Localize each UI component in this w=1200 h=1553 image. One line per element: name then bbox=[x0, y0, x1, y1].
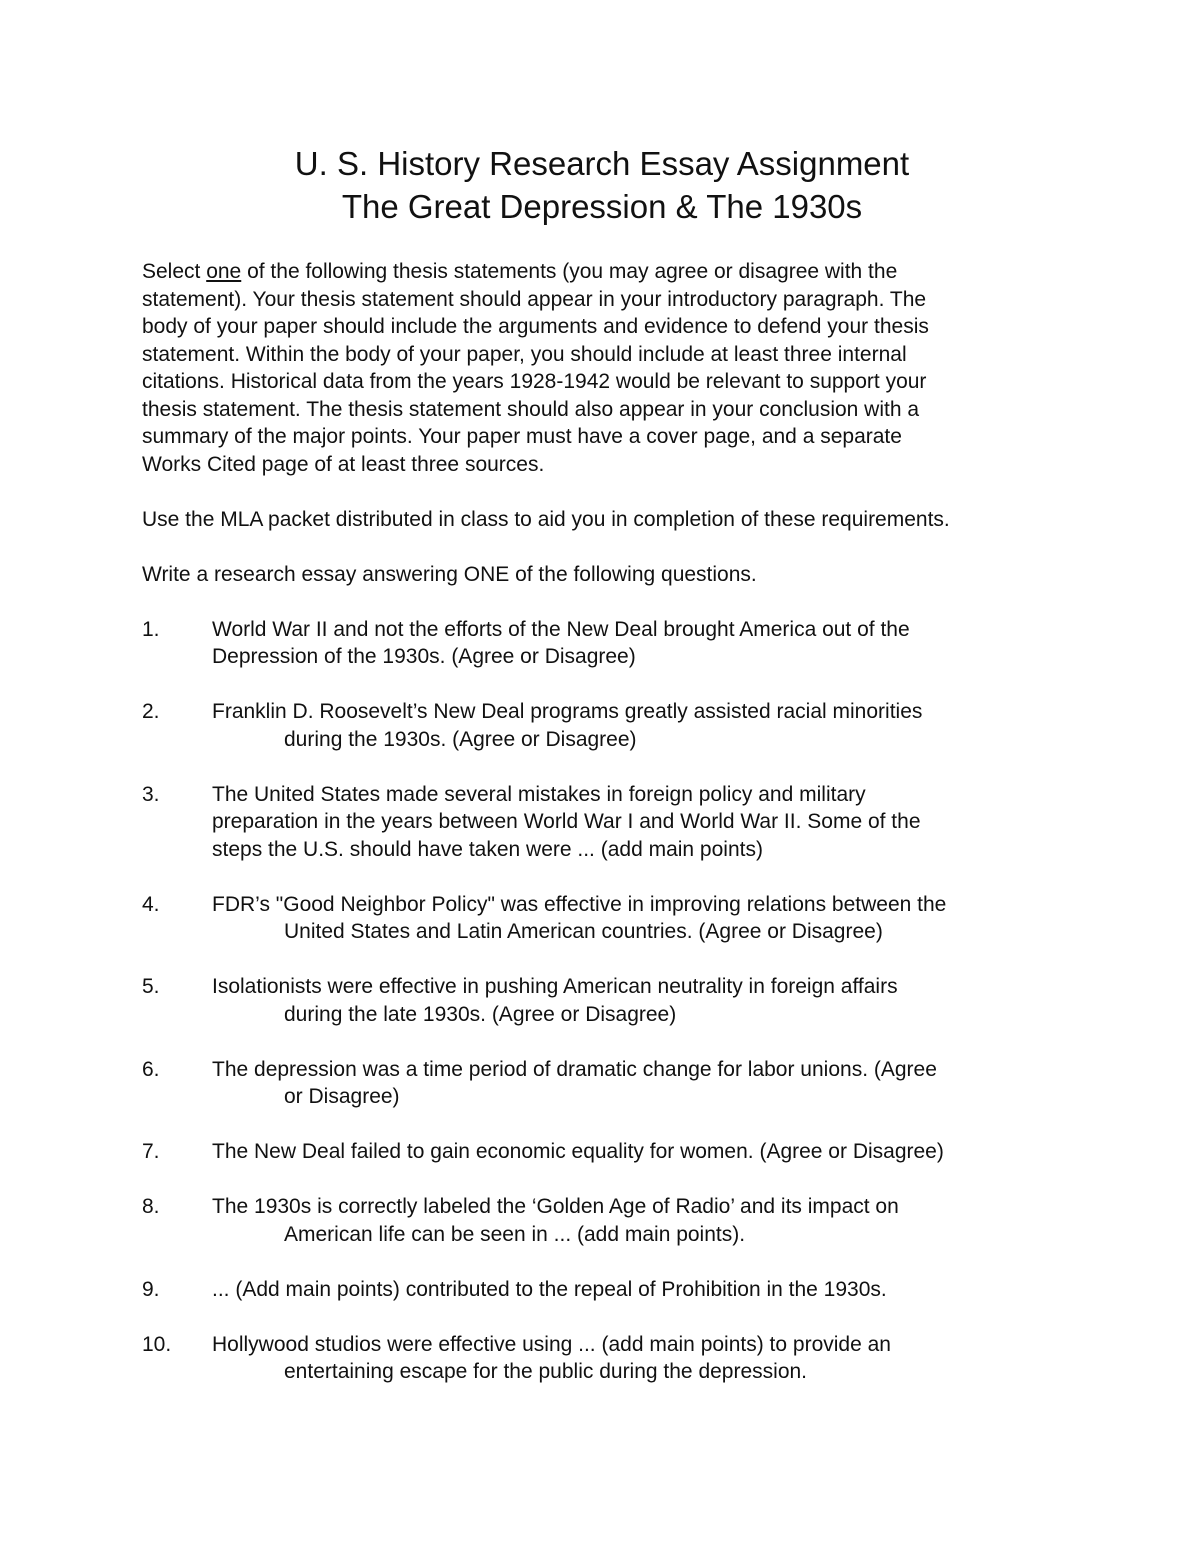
question-item bbox=[142, 1056, 1062, 1111]
essay-prompt: Write a research essay answering ONE of the following questions. bbox=[142, 562, 757, 586]
question-text: or Disagree) bbox=[284, 1085, 400, 1108]
question-text: Franklin D. Roosevelt’s New Deal programs greatly assisted racial minorities bbox=[212, 700, 923, 723]
intro-line: citations. Historical data from the years 1928-1942 would be relevant to support your bbox=[142, 370, 927, 393]
question-number: 1. bbox=[142, 617, 160, 641]
question-text: United States and Latin American countries. (Agree or Disagree) bbox=[284, 920, 883, 943]
question-item bbox=[142, 891, 1062, 946]
question-text: The 1930s is correctly labeled the ‘Golden Age of Radio’ and its impact on bbox=[212, 1195, 899, 1218]
question-text: during the 1930s. (Agree or Disagree) bbox=[284, 727, 637, 751]
question-item bbox=[142, 1193, 1062, 1248]
question-text: entertaining escape for the public during the depression. bbox=[284, 1360, 808, 1383]
document-page bbox=[142, 142, 1062, 1413]
intro-line: thesis statement. The thesis statement should also appear in your conclusion with a bbox=[142, 397, 920, 421]
question-number: 9. bbox=[142, 1277, 160, 1301]
question-number: 5. bbox=[142, 975, 160, 998]
question-text: American life can be seen in ... (add main points). bbox=[284, 1222, 746, 1246]
intro-line-text: of the following thesis statements (you may agree or disagree with the bbox=[241, 260, 898, 283]
question-text: Isolationists were effective in pushing American neutrality in foreign affairs bbox=[212, 975, 898, 998]
question-number: 7. bbox=[142, 1140, 160, 1163]
mla-note: Use the MLA packet distributed in class to aid you in completion of these requirements. bbox=[142, 507, 950, 531]
question-item bbox=[142, 781, 1062, 864]
intro-paragraph bbox=[142, 258, 1062, 478]
question-text: Depression of the 1930s. (Agree or Disagree) bbox=[212, 645, 636, 668]
question-number: 10. bbox=[142, 1332, 172, 1356]
intro-line: body of your paper should include the arguments and evidence to defend your thesis bbox=[142, 315, 929, 338]
question-text: during the late 1930s. (Agree or Disagree) bbox=[284, 1002, 677, 1026]
question-item bbox=[142, 698, 1062, 753]
question-number: 8. bbox=[142, 1195, 160, 1218]
question-text: World War II and not the efforts of the New Deal brought America out of the bbox=[212, 617, 910, 641]
intro-underlined-word: one bbox=[206, 260, 242, 283]
question-text: The United States made several mistakes in foreign policy and military bbox=[212, 782, 866, 806]
question-item bbox=[142, 616, 1062, 671]
question-item bbox=[142, 973, 1062, 1028]
question-text: The depression was a time period of dramatic change for labor unions. (Agree bbox=[212, 1057, 937, 1081]
intro-lead: Select bbox=[142, 260, 207, 283]
document-title: U. S. History Research Essay Assignment bbox=[294, 145, 910, 182]
question-text: steps the U.S. should have taken were ... (add main points) bbox=[212, 837, 763, 861]
title-block bbox=[142, 142, 1062, 228]
intro-line: Works Cited page of at least three sources. bbox=[142, 452, 545, 476]
question-number: 3. bbox=[142, 782, 160, 806]
intro-line: statement). Your thesis statement should appear in your introductory paragraph. The bbox=[142, 287, 927, 311]
question-text: preparation in the years between World War I and World War II. Some of the bbox=[212, 810, 921, 833]
question-number: 2. bbox=[142, 700, 160, 723]
question-text: The New Deal failed to gain economic equality for women. (Agree or Disagree) bbox=[212, 1140, 944, 1163]
question-number: 4. bbox=[142, 892, 160, 916]
question-item bbox=[142, 1331, 1062, 1386]
intro-line bbox=[142, 258, 1062, 286]
question-number: 6. bbox=[142, 1057, 160, 1081]
question-text: Hollywood studios were effective using ... (add main points) to provide an bbox=[212, 1332, 891, 1356]
question-text: FDR’s "Good Neighbor Policy" was effective in improving relations between the bbox=[212, 892, 947, 916]
question-list bbox=[142, 616, 1062, 1386]
document-subtitle: The Great Depression & The 1930s bbox=[341, 188, 863, 225]
question-item bbox=[142, 1276, 1062, 1304]
question-text: ... (Add main points) contributed to the repeal of Prohibition in the 1930s. bbox=[212, 1277, 887, 1301]
question-item bbox=[142, 1138, 1062, 1166]
intro-line: statement. Within the body of your paper, you should include at least three internal bbox=[142, 342, 907, 366]
intro-line: summary of the major points. Your paper must have a cover page, and a separate bbox=[142, 425, 902, 448]
